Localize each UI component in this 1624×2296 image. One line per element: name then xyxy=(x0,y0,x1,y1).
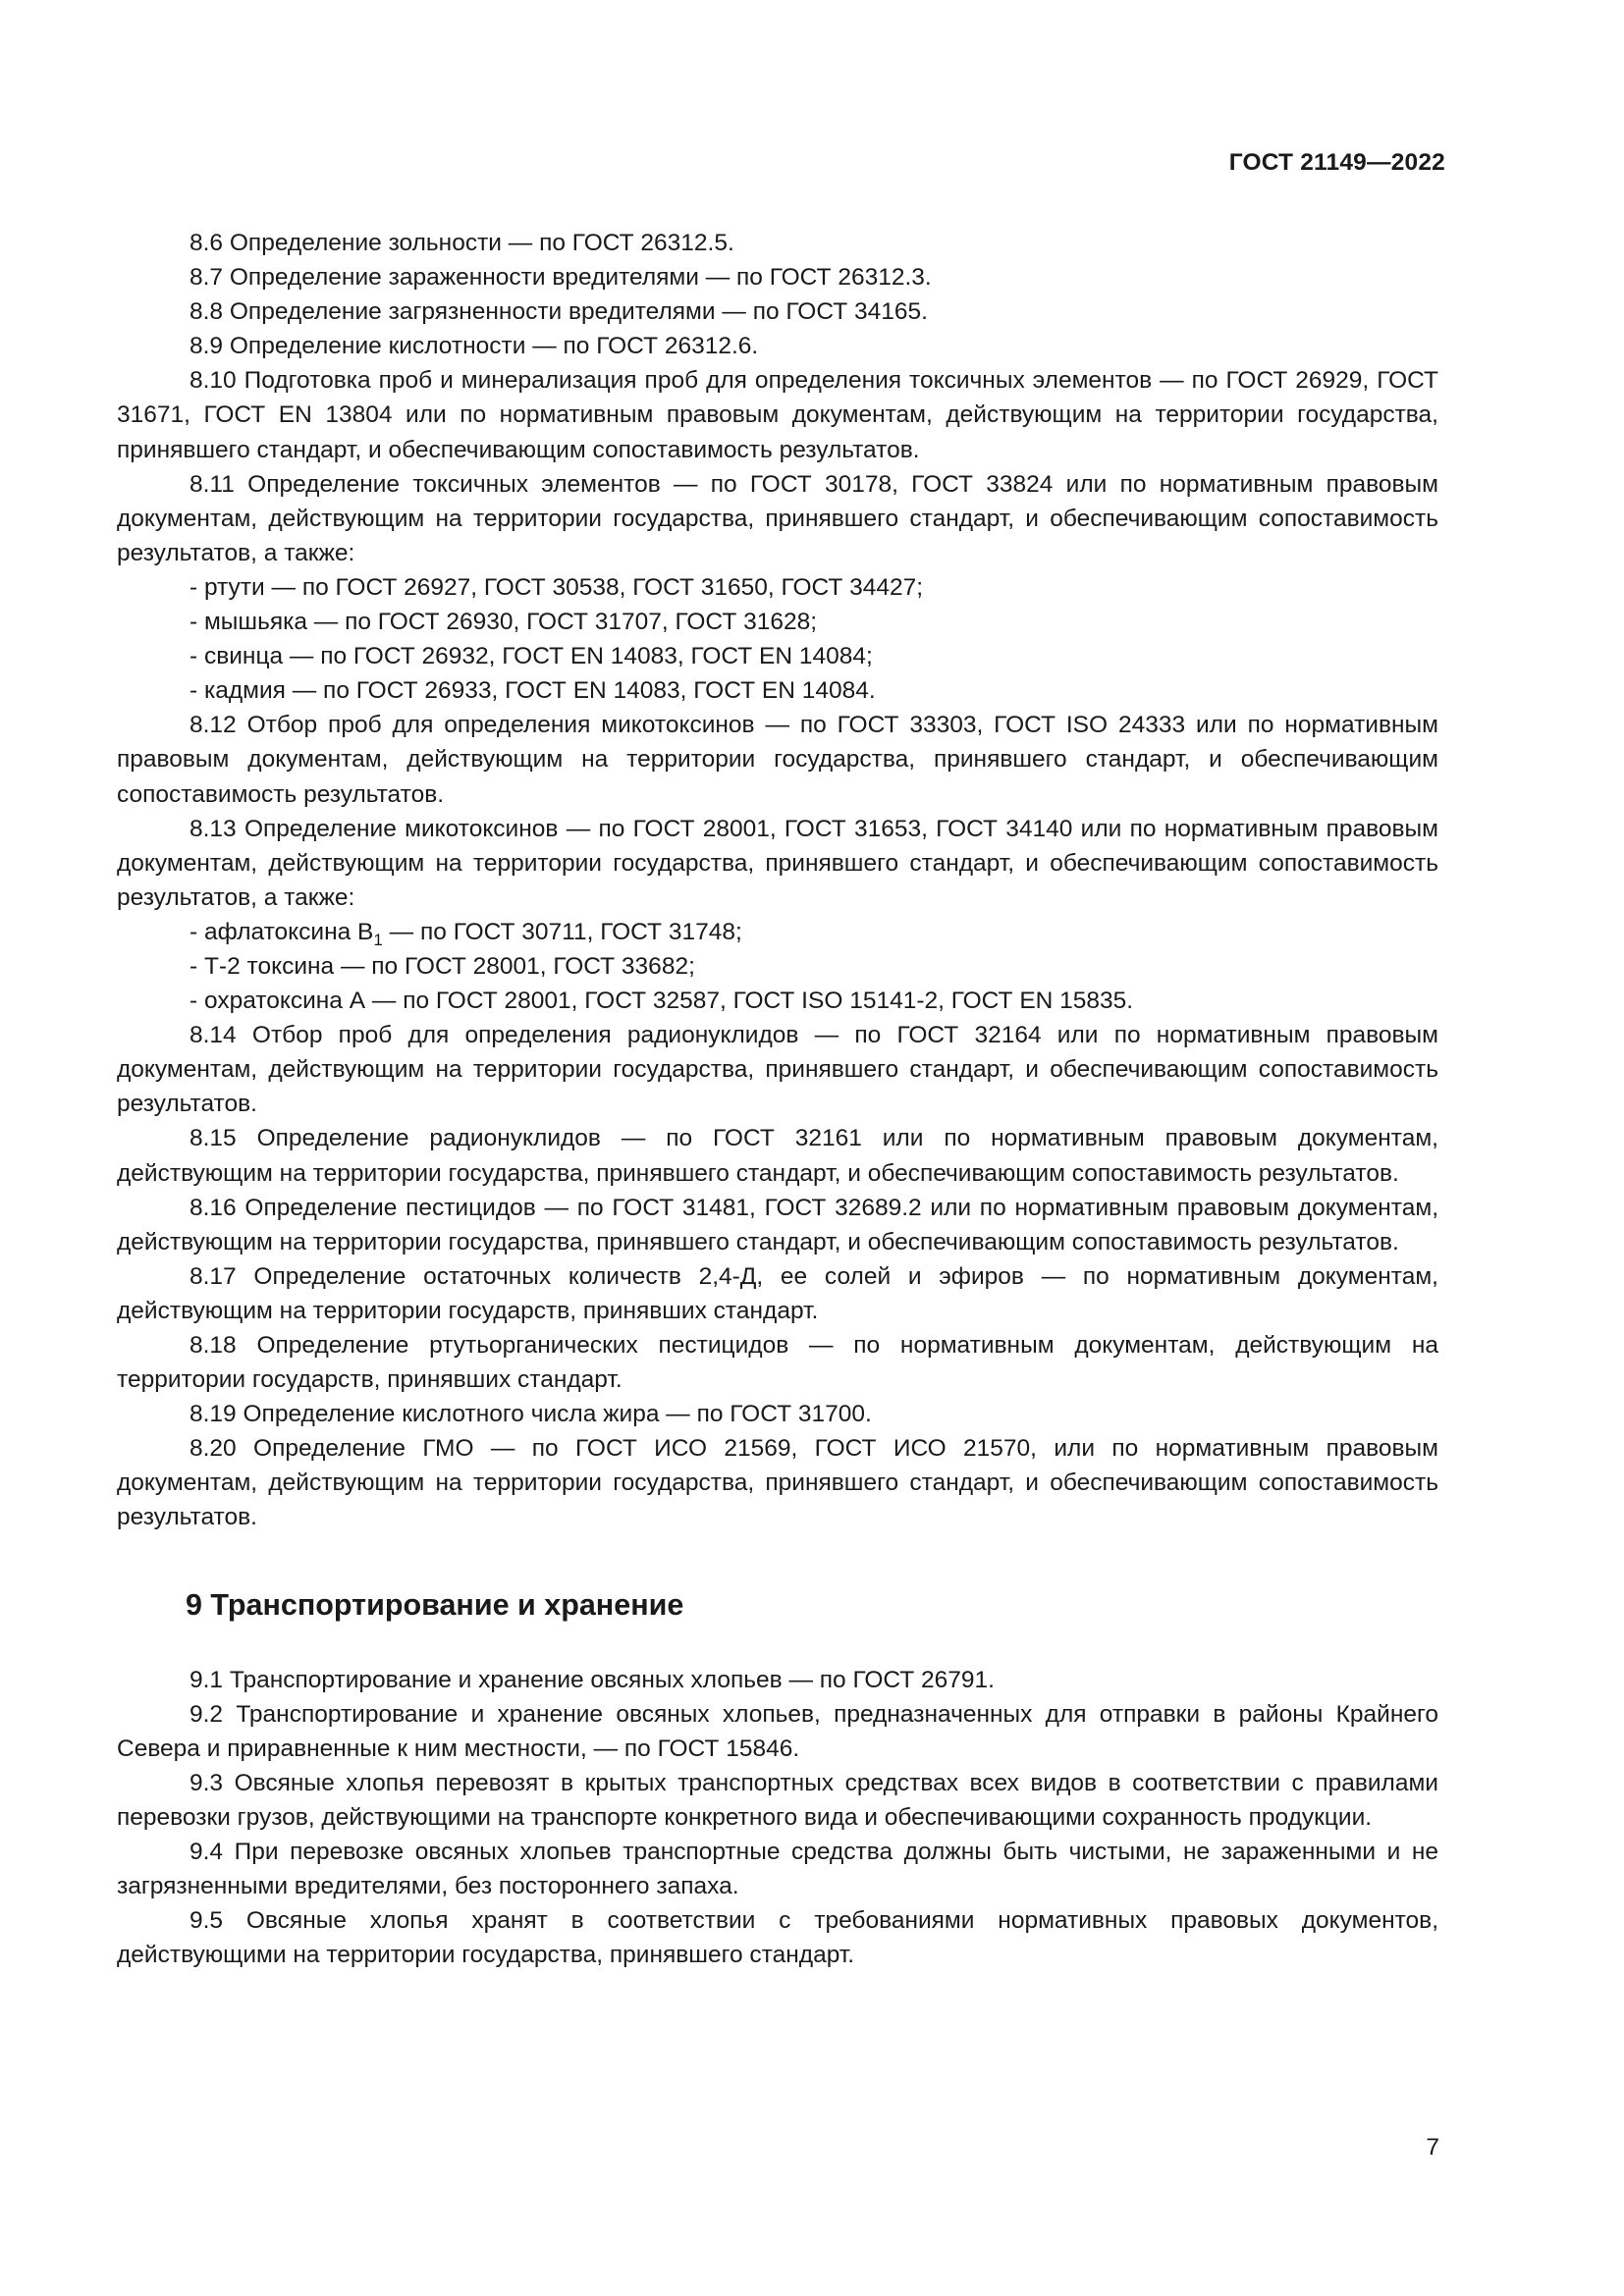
paragraph-8-10: 8.10 Подготовка проб и минерализация проб для определения токсичных элементов — по ГОСТ 26929, ГОСТ 31671, ГОСТ EN 13804 или по нормативным правовым документам, действующим на территории государства, принявшего стандарт, и обеспечивающим сопоставимость результатов. xyxy=(117,367,1438,463)
list-item-aflatoxin xyxy=(117,915,1438,949)
paragraph-8-20: 8.20 Определение ГМО — по ГОСТ ИСО 21569, ГОСТ ИСО 21570, или по нормативным правовым документам, действующим на территории государства, принявшего стандарт, и обеспечивающим сопоставимость результатов. xyxy=(117,1435,1438,1531)
paragraph-8-18: 8.18 Определение ртутьорганических пестицидов — по нормативным документам, действующим на территории государств, принявших стандарт. xyxy=(117,1332,1438,1394)
paragraph-8-14: 8.14 Отбор проб для определения радионуклидов — по ГОСТ 32164 или по нормативным правовым документам, действующим на территории государства, принявшего стандарт, и обеспечивающим сопоставимость результатов. xyxy=(117,1022,1438,1118)
aflatoxin-suffix: — по ГОСТ 30711, ГОСТ 31748; xyxy=(382,918,742,945)
list-item-lead: - свинца — по ГОСТ 26932, ГОСТ EN 14083, ГОСТ EN 14084; xyxy=(189,643,873,670)
list-item-arsenic: - мышьяка — по ГОСТ 26930, ГОСТ 31707, ГОСТ 31628; xyxy=(189,609,818,636)
paragraph-8-17: 8.17 Определение остаточных количеств 2,4-Д, ее солей и эфиров — по нормативным документам, действующим на территории государств, принявших стандарт. xyxy=(117,1262,1438,1324)
paragraph-9-1: 9.1 Транспортирование и хранение овсяных хлопьев — по ГОСТ 26791. xyxy=(189,1666,995,1693)
section-9-title: 9 Транспортирование и хранение xyxy=(186,1587,684,1622)
aflatoxin-subscript: 1 xyxy=(373,930,383,949)
list-item-cadmium: - кадмия — по ГОСТ 26933, ГОСТ EN 14083, ГОСТ EN 14084. xyxy=(189,677,876,705)
document-body xyxy=(117,226,1438,1972)
list-item-t2-toxin: - Т-2 токсина — по ГОСТ 28001, ГОСТ 33682; xyxy=(189,952,695,980)
paragraph-8-15: 8.15 Определение радионуклидов — по ГОСТ 32161 или по нормативным правовым документам, действующим на территории государства, принявшего стандарт, и обеспечивающим сопоставимость результатов. xyxy=(117,1125,1438,1187)
paragraph-8-13: 8.13 Определение микотоксинов — по ГОСТ 28001, ГОСТ 31653, ГОСТ 34140 или по нормативным правовым документам, действующим на территории государства, принявшего стандарт, и обеспечивающим сопоставимость результатов, а также: xyxy=(117,815,1438,911)
paragraph-8-16: 8.16 Определение пестицидов — по ГОСТ 31481, ГОСТ 32689.2 или по нормативным правовым документам, действующим на территории государства, принявшего стандарт, и обеспечивающим сопоставимость результатов. xyxy=(117,1194,1438,1255)
paragraph-8-12: 8.12 Отбор проб для определения микотоксинов — по ГОСТ 33303, ГОСТ ISO 24333 или по нормативным правовым документам, действующим на территории государства, принявшего стандарт, и обеспечивающим сопоставимость результатов. xyxy=(117,712,1438,808)
page-number: 7 xyxy=(1426,2134,1439,2161)
paragraph-9-4: 9.4 При перевозке овсяных хлопьев транспортные средства должны быть чистыми, не зараженными и не загрязненными вредителями, без постороннего запаха. xyxy=(117,1839,1438,1900)
paragraph-8-11: 8.11 Определение токсичных элементов — по ГОСТ 30178, ГОСТ 33824 или по нормативным правовым документам, действующим на территории государства, принявшего стандарт, и обеспечивающим сопоставимость результатов, а также: xyxy=(117,470,1438,566)
paragraph-8-6: 8.6 Определение зольности — по ГОСТ 26312.5. xyxy=(189,230,734,256)
aflatoxin-prefix: - афлатоксина B xyxy=(189,918,374,945)
list-item-ochratoxin: - охратоксина А — по ГОСТ 28001, ГОСТ 32587, ГОСТ ISO 15141-2, ГОСТ EN 15835. xyxy=(189,988,1134,1015)
paragraph-9-5: 9.5 Овсяные хлопья хранят в соответствии с требованиями нормативных правовых документов, действующими на территории государства, принявшего стандарт. xyxy=(117,1907,1438,1969)
paragraph-8-8: 8.8 Определение загрязненности вредителями — по ГОСТ 34165. xyxy=(189,298,928,326)
document-header: ГОСТ 21149—2022 xyxy=(1228,149,1445,176)
paragraph-9-2: 9.2 Транспортирование и хранение овсяных хлопьев, предназначенных для отправки в районы Крайнего Севера и приравненные к ним местности, — по ГОСТ 15846. xyxy=(117,1700,1438,1762)
paragraph-9-3: 9.3 Овсяные хлопья перевозят в крытых транспортных средствах всех видов в соответствии с правилами перевозки грузов, действующими на транспорте конкретного вида и обеспечивающими сохранность продукции. xyxy=(117,1769,1438,1831)
paragraph-8-19: 8.19 Определение кислотного числа жира — по ГОСТ 31700. xyxy=(189,1401,872,1428)
paragraph-8-7: 8.7 Определение зараженности вредителями — по ГОСТ 26312.3. xyxy=(189,264,932,292)
paragraph-8-9: 8.9 Определение кислотности — по ГОСТ 26312.6. xyxy=(189,333,759,360)
list-item-mercury: - ртути — по ГОСТ 26927, ГОСТ 30538, ГОСТ 31650, ГОСТ 34427; xyxy=(189,573,924,601)
